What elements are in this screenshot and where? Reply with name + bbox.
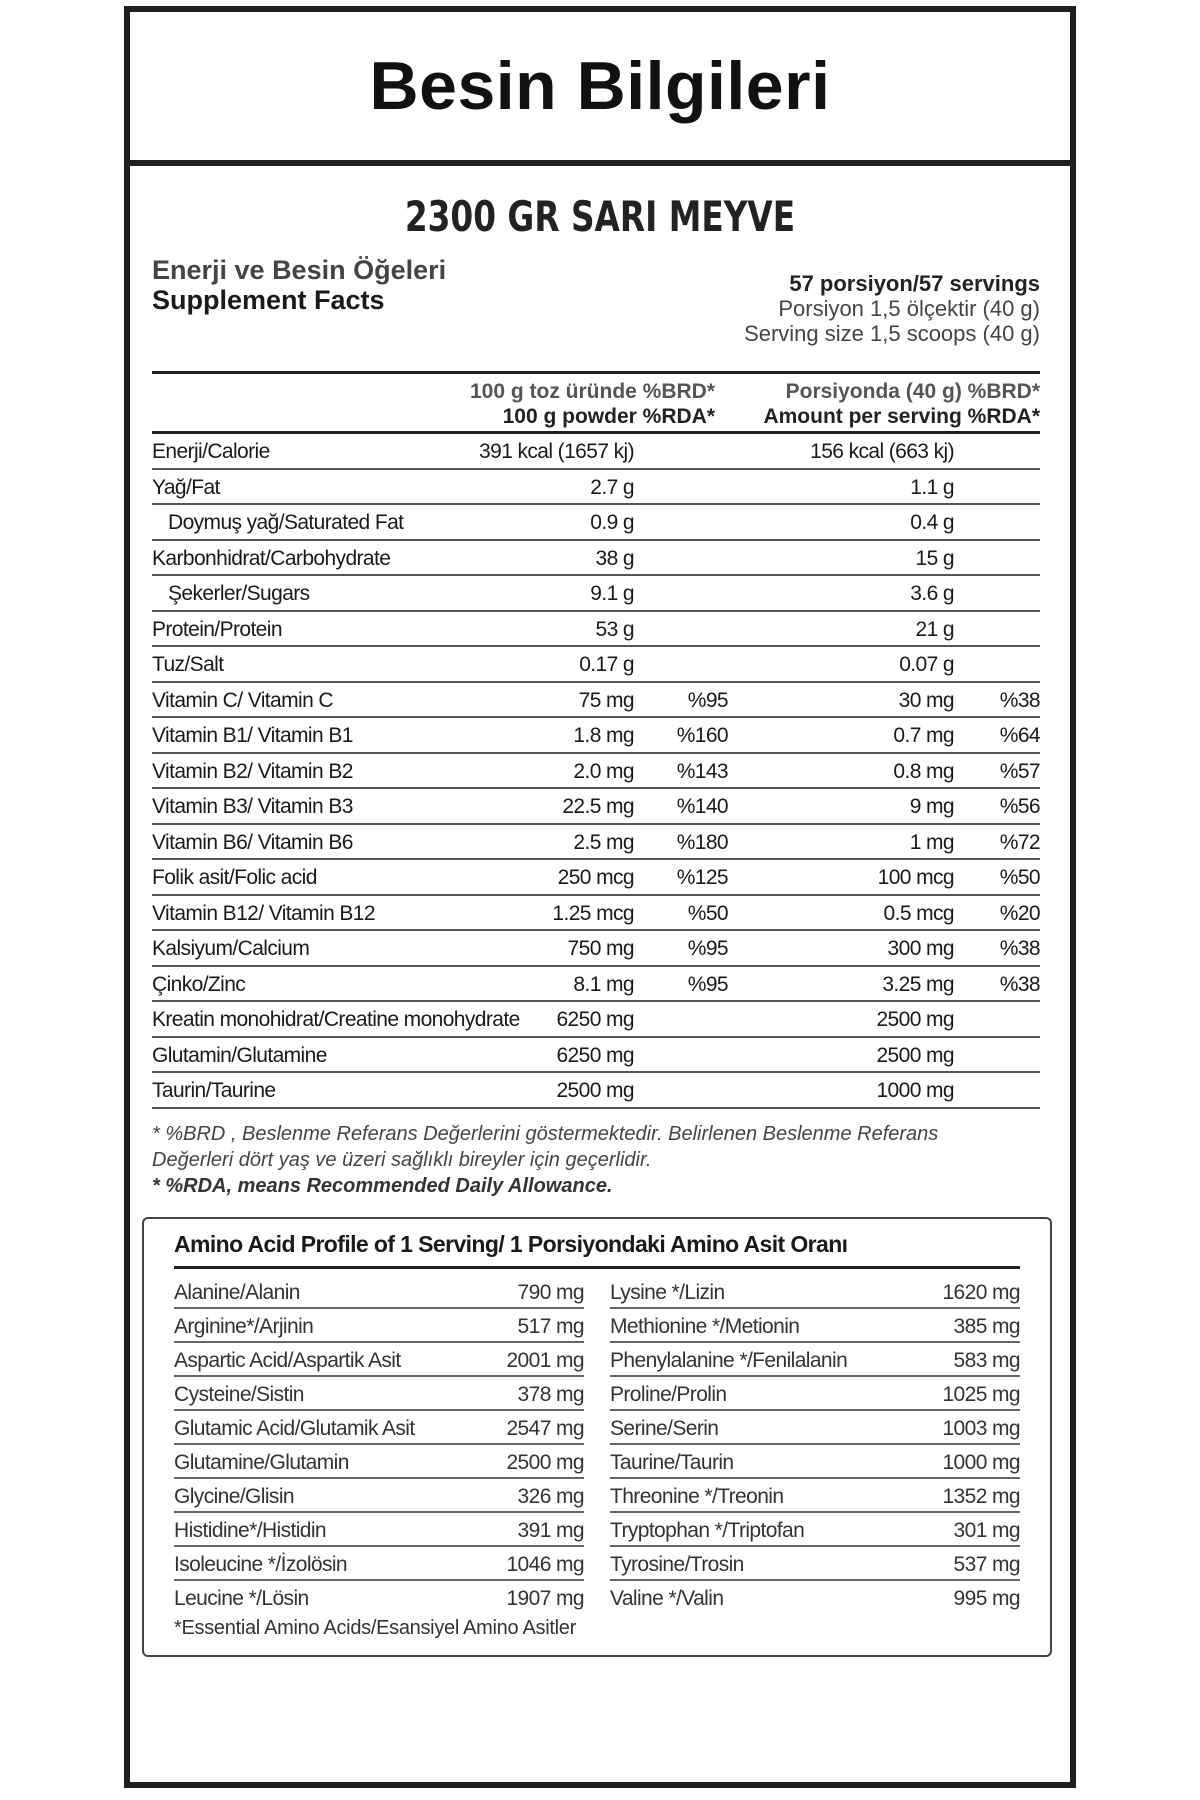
nutrient-row [152,718,1040,754]
nutrient-per100: 2.0 mg [573,759,634,783]
amino-name: Taurine/Taurin [610,1450,734,1474]
amino-note: *Essential Amino Acids/Esansiyel Amino Asitler [174,1616,576,1639]
nutrient-row [152,1038,1040,1074]
amino-row [610,1513,1020,1547]
nutrient-serving: 0.07 g [899,653,954,676]
amino-name: Serine/Serin [610,1416,719,1440]
nutrient-serving: 3.6 g [910,582,954,605]
nutrient-rda-serving: %64 [999,724,1040,747]
facts-title [152,255,446,315]
nutrient-row [152,647,1040,683]
nutrient-per100: 75 mg [578,688,634,712]
nutrient-rda-serving: %20 [999,901,1040,925]
amino-row [610,1343,1020,1377]
amino-value: 2500 mg [506,1450,584,1474]
nutrient-name: Vitamin B1/ Vitamin B1 [152,724,353,747]
amino-value: 1003 mg [942,1416,1020,1440]
amino-value: 2001 mg [506,1348,584,1372]
nutrient-rda100: %143 [676,759,728,783]
nutrient-name: Vitamin B12/ Vitamin B12 [152,901,375,925]
nutrient-row [152,754,1040,790]
nutrient-row [152,1002,1040,1038]
serving-size-en: Serving size 1,5 scoops (40 g) [744,321,1040,346]
nutrient-rda100: %125 [676,866,728,889]
nutrient-per100: 2.5 mg [573,830,634,854]
amino-name: Tyrosine/Trosin [610,1552,744,1576]
nutrient-rda-serving: %38 [999,972,1040,996]
nutrient-name: Folik asit/Folic acid [152,866,317,889]
nutrient-serving: 3.25 mg [882,972,954,996]
nutrient-name: Yağ/Fat [152,475,220,499]
nutrient-rda100: %95 [687,972,728,996]
amino-row [610,1479,1020,1513]
nutrient-rda100: %95 [687,688,728,712]
amino-value: 517 mg [517,1314,584,1338]
nutrient-per100: 2.7 g [590,475,634,499]
nutrient-name: Vitamin B6/ Vitamin B6 [152,830,353,854]
nutrient-serving: 0.5 mcg [883,901,954,925]
nutrient-name: Glutamin/Glutamine [152,1043,327,1067]
nutrient-rda100: %180 [676,830,728,854]
amino-value: 1000 mg [942,1450,1020,1474]
nutrient-name: Kalsiyum/Calcium [152,937,310,960]
nutrient-per100: 9.1 g [590,582,634,605]
nutrient-row [152,470,1040,506]
amino-row [174,1581,584,1615]
nutrient-rda-serving: %38 [999,688,1040,712]
nutrient-name: Karbonhidrat/Carbohydrate [152,546,391,570]
amino-row [610,1411,1020,1445]
amino-value: 790 mg [517,1280,584,1304]
nutrient-name: Protein/Protein [152,617,282,641]
amino-row [610,1445,1020,1479]
nutrient-serving: 0.4 g [910,511,954,534]
amino-value: 995 mg [953,1586,1020,1610]
amino-value: 1352 mg [942,1484,1020,1508]
column-headers [152,374,1040,434]
nutrient-name: Enerji/Calorie [152,440,270,463]
nutrient-row [152,505,1040,541]
amino-name: Aspartic Acid/Aspartik Asit [174,1348,401,1372]
amino-name: Lysine */Lizin [610,1280,725,1304]
nutrient-rda-serving: %56 [999,795,1040,818]
amino-column-left [174,1275,584,1615]
nutrient-serving: 2500 mg [876,1008,954,1031]
nutrient-serving: 1 mg [909,830,954,854]
nutrient-per100: 0.17 g [579,653,634,676]
serving-info [744,271,1040,346]
facts-rows [152,434,1040,1109]
servings-count: 57 porsiyon/57 servings [789,271,1040,296]
facts-header [152,255,1040,371]
nutrient-name: Vitamin B3/ Vitamin B3 [152,795,353,818]
nutrient-row [152,825,1040,861]
nutrient-per100: 6250 mg [556,1008,634,1031]
nutrient-row [152,576,1040,612]
amino-name: Glutamine/Glutamin [174,1450,349,1474]
facts-title-en: Supplement Facts [152,285,385,315]
facts-table [152,371,1040,1109]
nutrient-serving: 30 mg [898,688,954,712]
amino-value: 583 mg [953,1348,1020,1372]
nutrient-rda100: %160 [676,724,728,747]
nutrient-serving: 0.7 mg [893,724,954,747]
serving-size-tr: Porsiyon 1,5 ölçektir (40 g) [778,296,1040,321]
footnote [152,1121,1040,1199]
amino-value: 1046 mg [506,1552,584,1576]
amino-value: 385 mg [953,1314,1020,1338]
amino-row [610,1309,1020,1343]
amino-name: Threonine */Treonin [610,1484,784,1508]
nutrient-row [152,683,1040,719]
amino-value: 1907 mg [506,1586,584,1610]
col-per100-tr: 100 g toz üründe %BRD* [469,380,715,403]
nutrient-row [152,1073,1040,1109]
amino-value: 2547 mg [506,1416,584,1440]
amino-name: Tryptophan */Triptofan [610,1518,805,1542]
nutrient-rda-serving: %72 [999,830,1040,854]
amino-row [174,1547,584,1581]
amino-row [174,1445,584,1479]
nutrient-rda100: %50 [687,901,728,925]
footnote-line-3: * %RDA, means Recommended Daily Allowance. [152,1174,613,1197]
nutrient-serving: 15 g [915,546,954,570]
amino-name: Isoleucine */İzolösin [174,1552,348,1576]
nutrient-per100: 250 mcg [557,866,634,889]
facts-title-tr: Enerji ve Besin Öğeleri [152,255,447,285]
amino-column-right [610,1275,1020,1615]
amino-row [174,1275,584,1309]
title-box [130,12,1070,166]
amino-value: 391 mg [517,1518,584,1542]
nutrient-per100: 750 mg [567,937,634,960]
nutrient-rda100: %140 [676,795,728,818]
amino-name: Valine */Valin [610,1586,724,1610]
nutrient-row [152,612,1040,648]
amino-value: 326 mg [517,1484,584,1508]
amino-name: Glycine/Glisin [174,1484,294,1508]
nutrient-rda-serving: %50 [999,866,1040,889]
nutrient-per100: 38 g [595,546,634,570]
nutrient-serving: 2500 mg [876,1043,954,1067]
nutrient-serving: 100 mcg [877,866,954,889]
nutrient-serving: 9 mg [909,795,954,818]
nutrient-serving: 156 kcal (663 kj) [810,440,954,463]
amino-name: Phenylalanine */Fenilalanin [610,1348,848,1372]
nutrient-name: Vitamin B2/ Vitamin B2 [152,759,353,783]
amino-value: 301 mg [953,1518,1020,1542]
nutrient-per100: 391 kcal (1657 kj) [479,440,634,463]
col-per100-en: 100 g powder %RDA* [502,405,715,428]
amino-row [174,1343,584,1377]
nutrient-row [152,931,1040,967]
amino-title: Amino Acid Profile of 1 Serving/ 1 Porsiyondaki Amino Asit Oranı [174,1231,1020,1269]
nutrient-name: Taurin/Taurine [152,1079,276,1102]
page-title: Besin Bilgileri [369,48,831,124]
nutrient-serving: 21 g [915,617,954,641]
product-name: 2300 GR SARI MEYVE [404,192,796,241]
nutrient-serving: 0.8 mg [893,759,954,783]
amino-value: 1025 mg [942,1382,1020,1406]
nutrient-per100: 53 g [595,617,634,641]
nutrient-serving: 300 mg [887,937,954,960]
nutrient-name: Çinko/Zinc [152,972,246,996]
nutrient-name: Şekerler/Sugars [168,582,310,605]
amino-row [174,1309,584,1343]
nutrient-row [152,967,1040,1003]
amino-row [610,1275,1020,1309]
amino-row [610,1581,1020,1615]
amino-name: Leucine */Lösin [174,1586,309,1610]
nutrient-row [152,789,1040,825]
amino-name: Methionine */Metionin [610,1314,800,1338]
nutrient-row [152,860,1040,896]
nutrient-name: Tuz/Salt [152,653,224,676]
amino-acid-box [142,1217,1052,1657]
amino-value: 537 mg [953,1552,1020,1576]
amino-name: Proline/Prolin [610,1382,727,1406]
nutrient-rda-serving: %38 [999,937,1040,960]
amino-value: 1620 mg [942,1280,1020,1304]
nutrient-per100: 1.25 mcg [552,901,634,925]
amino-row [174,1377,584,1411]
col-serving-en: Amount per serving %RDA* [763,405,1040,428]
nutrient-rda-serving: %57 [999,759,1040,783]
amino-value: 378 mg [517,1382,584,1406]
amino-name: Histidine*/Histidin [174,1518,326,1542]
footnote-line-2: Değerleri dört yaş ve üzeri sağlıklı bireyler için geçerlidir. [152,1148,652,1171]
nutrient-serving: 1000 mg [876,1079,954,1102]
nutrient-per100: 1.8 mg [573,724,634,747]
amino-grid [174,1275,1020,1615]
nutrient-per100: 8.1 mg [573,972,634,996]
nutrient-name: Doymuş yağ/Saturated Fat [168,511,404,534]
nutrient-per100: 22.5 mg [562,795,634,818]
nutrient-row [152,434,1040,470]
amino-name: Alanine/Alanin [174,1280,300,1304]
nutrient-rda100: %95 [687,937,728,960]
col-serving-tr: Porsiyonda (40 g) %BRD* [785,380,1040,403]
amino-row [174,1411,584,1445]
nutrient-serving: 1.1 g [910,475,954,499]
nutrient-name: Vitamin C/ Vitamin C [152,688,333,712]
amino-row [610,1547,1020,1581]
nutrient-row [152,896,1040,932]
nutrition-label [124,6,1076,1788]
nutrient-row [152,541,1040,577]
amino-name: Arginine*/Arjinin [174,1314,314,1338]
nutrient-per100: 6250 mg [556,1043,634,1067]
footnote-line-1: * %BRD , Beslenme Referans Değerlerini göstermektedir. Belirlenen Beslenme Referans [152,1122,939,1145]
nutrient-name: Kreatin monohidrat/Creatine monohydrate [152,1008,520,1031]
nutrient-per100: 0.9 g [590,511,634,534]
amino-row [610,1377,1020,1411]
amino-name: Cysteine/Sistin [174,1382,304,1406]
amino-row [174,1513,584,1547]
nutrient-per100: 2500 mg [556,1079,634,1102]
amino-name: Glutamic Acid/Glutamik Asit [174,1416,415,1440]
amino-row [174,1479,584,1513]
